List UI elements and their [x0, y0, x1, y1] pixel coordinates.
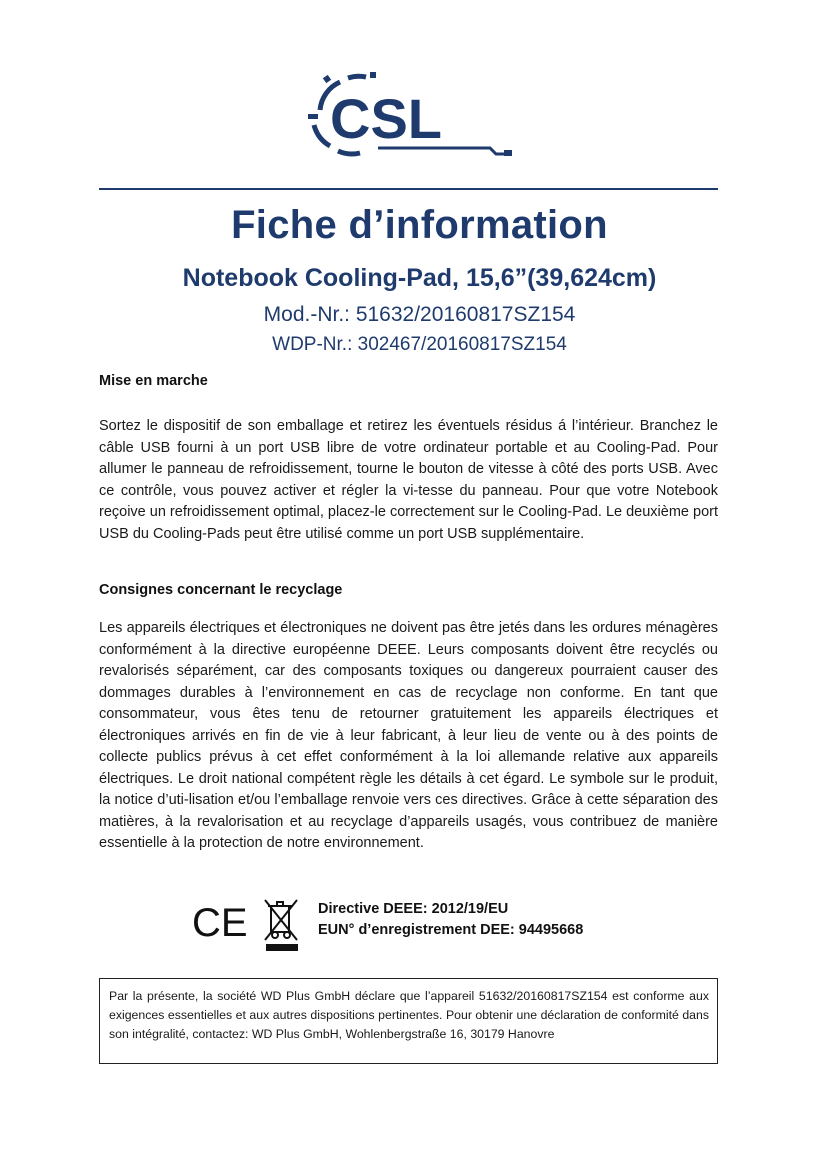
- section-text-recycling: Les appareils électriques et électroniques ne doivent pas être jetés dans les ordures ménagères conformément à la directive européenne DEEE. Leurs composants doivent être recyclés ou revalorisés séparément, car des composants toxiques ou dangereux pourraient causer des dommages durables à l’environnement en cas de recyclage non conforme. En tant que consommateur, vous êtes tenu de retourner gratuitement les appareils électriques et électroniques arrivés en fin de vie à leur fabricant, à leur lieu de vente ou à des points de collecte publics prévus à cet effet conformément à la loi allemande relative aux appareils électriques. Le droit national compétent règle les détails à cet égard. Le symbole sur le produit, la notice d’uti-lisation et/ou l’emballage renvoie vers ces directives. Grâce à cette séparation des matières, à la revalorisation et au recyclage d’appareils usagés, vous contribuez de manière essentielle à la protection de notre environnement.: [99, 620, 718, 851]
- header-rule: [99, 188, 718, 190]
- registration-text: EUN° d’enregistrement DEE: 94495668: [318, 922, 584, 938]
- section-heading-recycling: Consignes concernant le recyclage: [99, 582, 343, 598]
- directive-info: [318, 899, 583, 941]
- wdp-number: WDP-Nr.: 302467/20160817SZ154: [272, 334, 567, 355]
- declaration-box: [99, 978, 718, 1064]
- crossed-out-wheelie-bin-icon: [265, 900, 297, 940]
- logo-text: CSL: [330, 87, 442, 150]
- product-subtitle: Notebook Cooling-Pad, 15,6”(39,624cm): [182, 264, 657, 292]
- declaration-text: Par la présente, la société WD Plus GmbH déclare que l’appareil 51632/20160817SZ154 est conforme aux exigences essentielles et aux autres dispositions pertinentes. Pour obtenir une déclaration de conformité dans son intégralité, contactez: WD Plus GmbH, Wohlenbergstraße 16, 30179 Hanovre: [109, 989, 709, 1041]
- ce-mark: CE: [192, 901, 248, 945]
- section-heading-setup: Mise en marche: [99, 373, 208, 389]
- model-number: Mod.-Nr.: 51632/20160817SZ154: [263, 303, 576, 326]
- csl-logo-graphic: [300, 70, 515, 165]
- directive-text: Directive DEEE: 2012/19/EU: [318, 901, 509, 917]
- document-title: Fiche d’information: [231, 203, 608, 247]
- section-text-setup: Sortez le dispositif de son emballage et retirez les éventuels résidus á l’intérieur. Branchez le câble USB fourni à un port USB libre de votre ordinateur portable et au Cooling-Pad. Pour allumer le panneau de refroidissement, tourne le bouton de vitesse à côté des ports USB. Avec ce contrôle, vous pouvez activer et régler la vi-tesse du panneau. Pour que votre Notebook reçoive un refroidissement optimal, placez-le correctement sur le Cooling-Pad. Le deuxième port USB du Cooling-Pads peut être utilisé comme un port USB supplémentaire.: [99, 418, 718, 542]
- csl-logo: [300, 70, 515, 165]
- compliance-marks: [192, 898, 312, 952]
